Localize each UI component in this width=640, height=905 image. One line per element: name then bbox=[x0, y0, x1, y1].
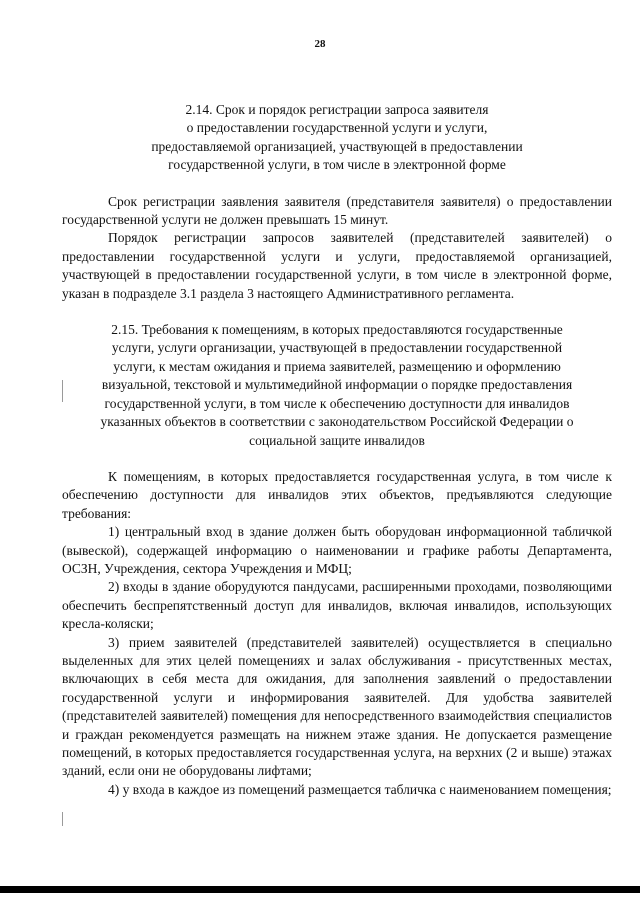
heading-line: визуальной, текстовой и мультимедийной информации о порядке предоставления bbox=[101, 377, 573, 393]
page-number: 28 bbox=[314, 38, 326, 50]
list-item: 4) у входа в каждое из помещений размещается табличка с наименованием помещения; bbox=[108, 781, 612, 797]
heading-line: государственной услуги, в том числе в электронной форме bbox=[168, 157, 506, 173]
heading-line: предоставляемой организацией, участвующей в предоставлении bbox=[151, 138, 523, 154]
heading-line: услуги, услуги организации, участвующей в предоставлении государственной bbox=[111, 340, 563, 356]
paragraph: Порядок регистрации запросов заявителей (представителей заявителей) о предоставлении государственной услуги и услуги, предоставляемой организацией, участвующей в предоставлении государственной услуги, в том числе в электронной форме, указан в подразделе 3.1 раздела 3 настоящего Административного регламента. bbox=[62, 230, 612, 301]
heading-line: социальной защите инвалидов bbox=[249, 432, 425, 448]
document-body bbox=[62, 101, 612, 799]
section-2-14-heading bbox=[62, 101, 612, 175]
heading-line: услуги, к местам ожидания и приема заявителей, размещению и оформлению bbox=[113, 358, 561, 374]
scan-artifact bbox=[62, 380, 63, 402]
heading-line: государственной услуги, в том числе к обеспечению доступности для инвалидов bbox=[104, 395, 570, 411]
heading-line: указанных объектов в соответствии с законодательством Российской Федерации о bbox=[100, 414, 574, 430]
heading-line: 2.14. Срок и порядок регистрации запроса заявителя bbox=[185, 102, 489, 117]
heading-line: о предоставлении государственной услуги и услуги, bbox=[186, 120, 488, 136]
paragraph: К помещениям, в которых предоставляется государственная услуга, в том числе к обеспечению доступности для инвалидов этих объектов, предъявляются следующие требования: bbox=[62, 468, 612, 521]
scan-artifact bbox=[62, 812, 63, 826]
list-item: 3) прием заявителей (представителей заявителей) осуществляется в специально выделенных для этих целей помещениях и залах обслуживания - присутственных местах, включающих в себя места для ожидания, для заполнения заявлений о предоставлении государственной услуги и информирования заявителей. Для удобства заявителей (представителей заявителей) помещения для непосредственного взаимодействия специалистов и граждан рекомендуется размещать на нижнем этаже здания. Не допускается размещение помещений, в которых предоставляется государственная услуга, на верхних (2 и выше) этажах зданий, если они не оборудованы лифтами; bbox=[62, 634, 612, 779]
section-2-15-body bbox=[62, 468, 612, 799]
paragraph: Срок регистрации заявления заявителя (представителя заявителя) о предоставлении государственной услуги не должен превышать 15 минут. bbox=[62, 193, 612, 228]
list-item: 1) центральный вход в здание должен быть оборудован информационной табличкой (вывеской), содержащей информацию о наименовании и графике работы Департамента, ОСЗН, Учреждения, сектора Учреждения и МФЦ; bbox=[62, 524, 612, 576]
section-2-14-body bbox=[62, 193, 612, 303]
list-item: 2) входы в здание оборудуются пандусами, расширенными проходами, позволяющими обеспечить беспрепятственный доступ для инвалидов, включая инвалидов, использующих кресла-коляски; bbox=[62, 579, 612, 632]
heading-line: 2.15. Требования к помещениям, в которых предоставляются государственные bbox=[111, 322, 563, 338]
scan-border bbox=[0, 886, 640, 893]
section-2-15-heading bbox=[62, 321, 612, 450]
